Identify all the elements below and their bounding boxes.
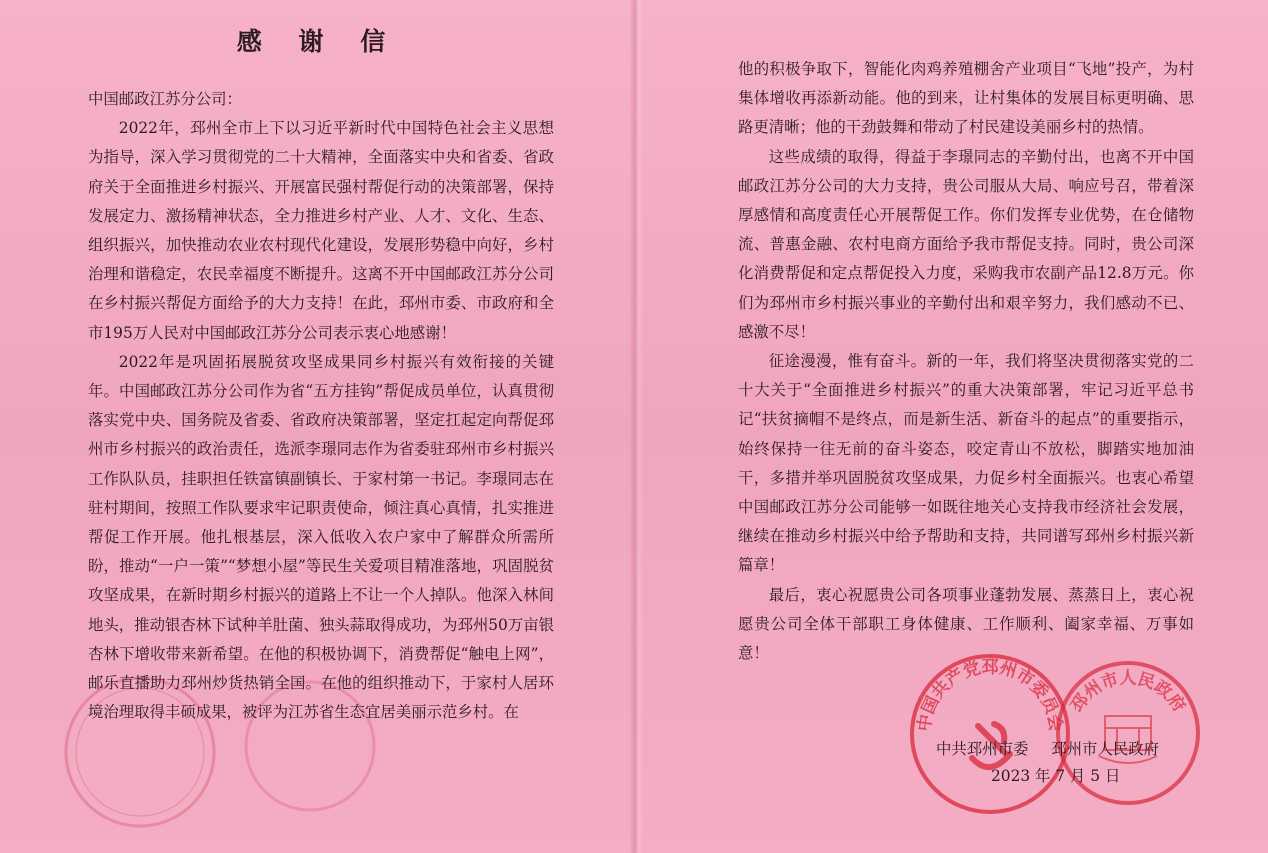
paragraph: 他的积极争取下，智能化肉鸡养殖棚舍产业项目“飞地”投产，为村集体增收再添新动能。他的到来，让村集体的发展目标更明确、思路更清晰；他的干劲鼓舞和带动了村民建设美丽乡村的热情。: [738, 60, 1194, 137]
signers: [936, 737, 1177, 759]
paragraph: 最后，衷心祝愿贵公司各项事业蓬勃发展、蒸蒸日上，衷心祝愿贵公司全体干部职工身体健康、工作顺利、阖家幸福、万事如意！: [738, 585, 1194, 663]
signer-government: 邳州市人民政府: [1051, 740, 1160, 758]
left-body: [88, 85, 554, 727]
seal-text: 中国共产党邳州市委员会: [914, 657, 1066, 733]
paragraph: 这些成绩的取得，得益于李璟同志的辛勤付出，也离不开中国邮政江苏分公司的大力支持，贵公司服从大局、响应号召，带着深厚感情和高度责任心开展帮促工作。你们发挥专业优势，在仓储物流、普惠金融、农村电商方面给予我市帮促支持。同时，贵公司深化消费帮促和定点帮促投入力度，采购我市农副产品12.8万元。你们为邳州市乡村振兴事业的辛勤付出和艰辛努力，我们感动不已、感激不尽！: [738, 147, 1194, 341]
paragraph: 征途漫漫，惟有奋斗。新的一年，我们将坚决贯彻落实党的二十大关于“全面推进乡村振兴”的重大决策部署，牢记习近平总书记“扶贫摘帽不是终点，而是新生活、新奋斗的起点”的重要指示，始终保持一往无前的奋斗姿态，咬定青山不放松，脚踏实地加油干，多措并举巩固脱贫攻坚成果，力促乡村全面振兴。也衷心希望中国邮政江苏分公司能够一如既往地关心支持我市经济社会发展，继续在推动乡村振兴中给予帮助和支持，共同谱写邳州乡村振兴新篇章！: [738, 352, 1194, 575]
paragraph: 2022年，邳州全市上下以习近平新时代中国特色社会主义思想为指导，深入学习贯彻党的二十大精神，全面落实中央和省委、省政府关于全面推进乡村振兴、开展富民强村帮促行动的决策部署，保持发展定力、激扬精神状态，全力推进乡村产业、人才、文化、生态、组织振兴，加快推动农业农村现代化建设，发展形势稳中向好，乡村治理和谐稳定，农民幸福度不断提升。这离不开中国邮政江苏分公司在乡村振兴帮促方面给予的大力支持！在此，邳州市委、市政府和全市195万人民对中国邮政江苏分公司表示衷心地感谢！: [88, 119, 554, 342]
salutation: 中国邮政江苏分公司：: [88, 90, 242, 108]
letter-date: 2023 年 7 月 5 日: [991, 767, 1121, 785]
paragraph: 2022年是巩固拓展脱贫攻坚成果同乡村振兴有效衔接的关键年。中国邮政江苏分公司作为省“五方挂钩”帮促成员单位，认真贯彻落实党中央、国务院及省委、省政府决策部署，坚定扛起定向帮促邳州市乡村振兴的政治责任，选派李璟同志作为省委驻邳州市乡村振兴工作队队员，挂职担任铁富镇副镇长、于家村第一书记。李璟同志在驻村期间，按照工作队要求牢记职责使命，倾注真心真情，扎实推进帮促工作开展。他扎根基层，深入低收入农户家中了解群众所需所盼，推动“一户一策”“梦想小屋”等民生关爱项目精准落地，巩固脱贫攻坚成果，在新时期乡村振兴的道路上不让一个人掉队。他深入林间地头，推动银杏林下试种羊肚菌、独头蒜取得成功，为邳州50万亩银杏林下增收带来新希望。在他的积极协调下，消费帮促“触电上网”，邮乐直播助力邳州炒货热销全国。在他的组织推动下，于家村人居环境治理取得丰硕成果，被评为江苏省生态宜居美丽示范乡村。在: [88, 352, 554, 722]
svg-text:中国共产党邳州市委员会: [914, 657, 1067, 733]
page-fold: [630, 0, 644, 853]
letter-title: 感 谢 信: [236, 27, 400, 56]
right-body: [738, 55, 1194, 668]
party-committee-seal-icon: [906, 650, 1074, 818]
seal-text: 邳州市人民政府: [1067, 668, 1189, 716]
right-page: [636, 0, 1268, 853]
signer-party-committee: 中共邳州市委: [936, 740, 1029, 758]
